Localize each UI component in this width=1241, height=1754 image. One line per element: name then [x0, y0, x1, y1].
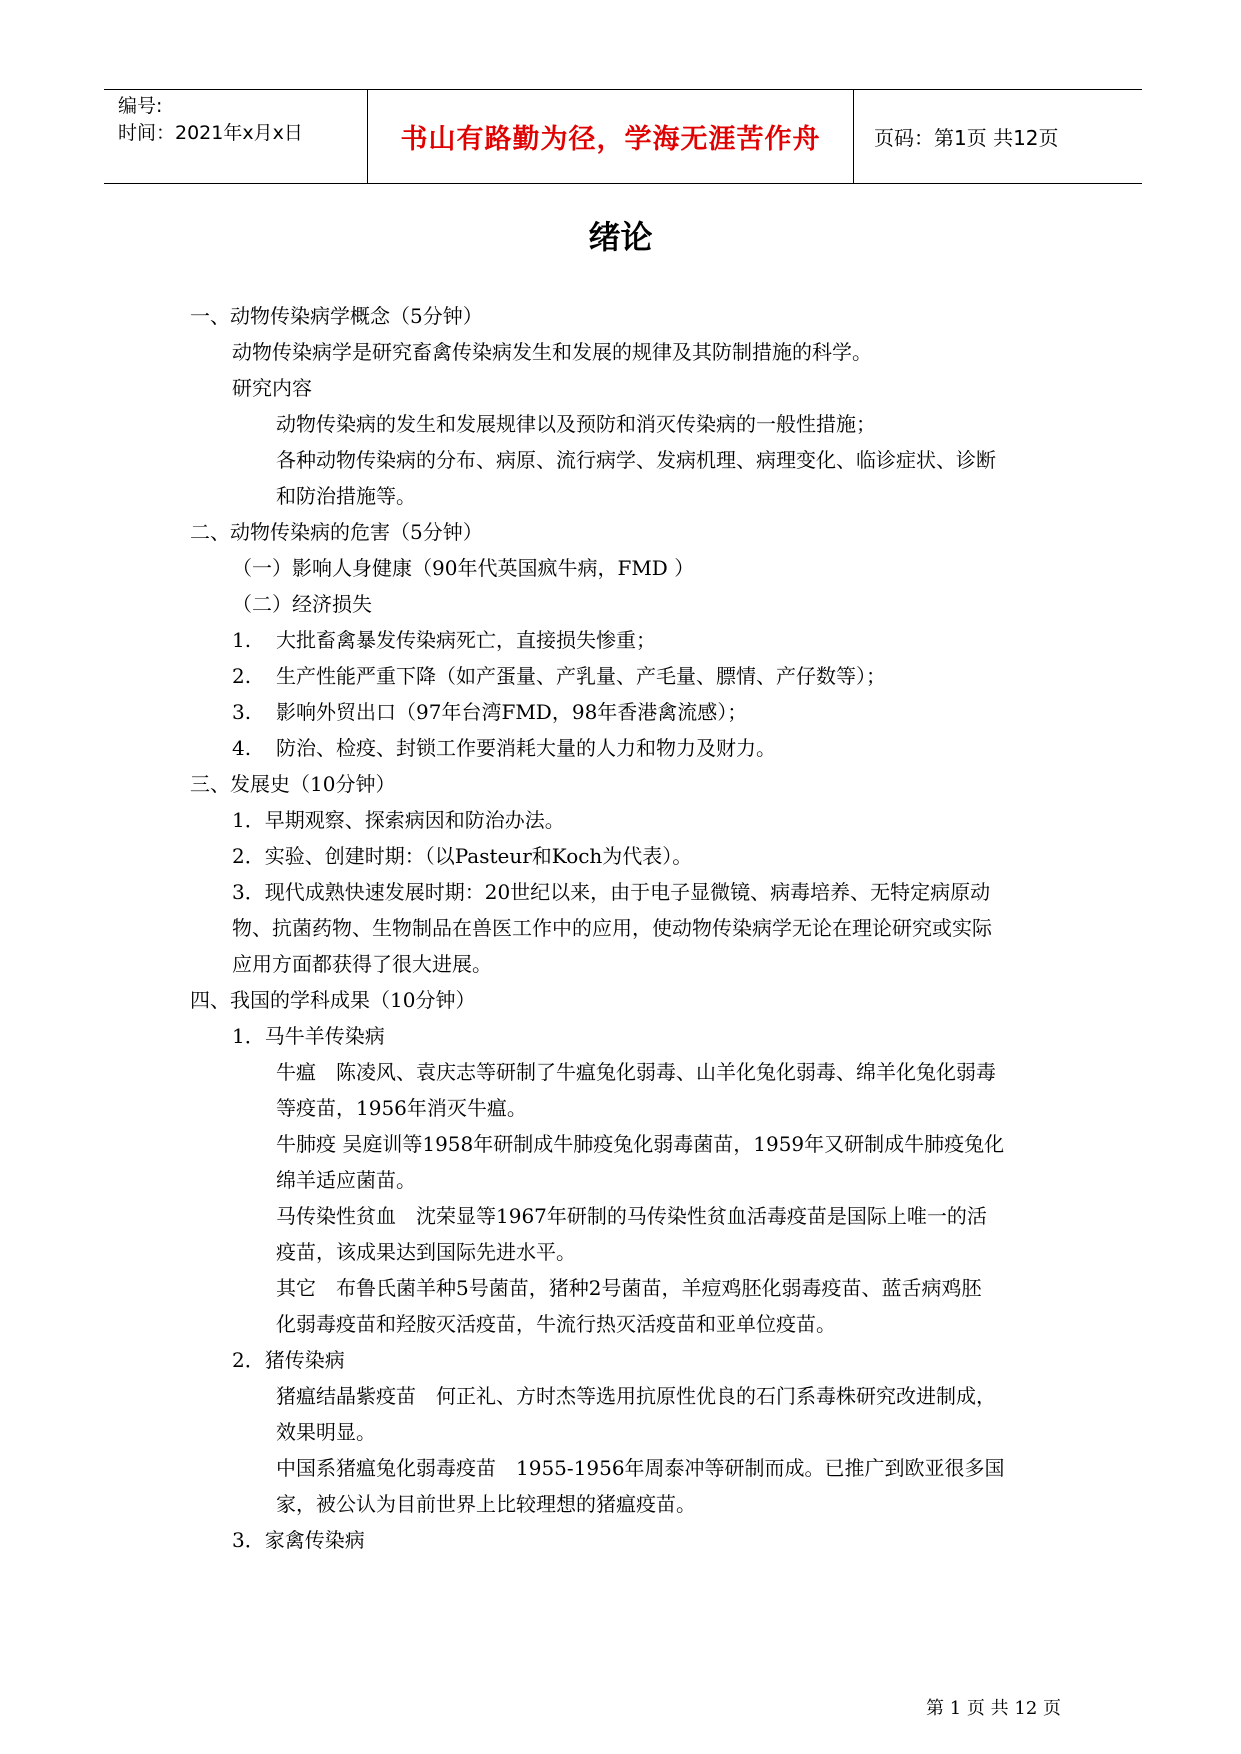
text-line — [190, 1486, 1080, 1522]
text-line — [190, 730, 1080, 766]
line-text: 生产性能严重下降（如产蛋量、产乳量、产毛量、膘情、产仔数等）； — [276, 664, 886, 688]
line-text: 效果明显。 — [276, 1420, 376, 1444]
text-line — [190, 478, 1080, 514]
line-text: 防治、检疫、封锁工作要消耗大量的人力和物力及财力。 — [276, 736, 776, 760]
text-line — [190, 406, 1080, 442]
page-header — [104, 89, 1142, 184]
list-number: 4. — [232, 736, 252, 760]
list-number: 1. — [232, 628, 252, 652]
line-text: 应用方面都获得了很大进展。 — [232, 952, 492, 976]
text-line — [190, 1342, 1080, 1378]
line-text: 牛肺疫 吴庭训等1958年研制成牛肺疫兔化弱毒菌苗，1959年又研制成牛肺疫兔化 — [276, 1132, 1005, 1156]
text-line — [190, 1414, 1080, 1450]
document-title: 绪论 — [588, 218, 653, 256]
header-motto: 书山有路勤为径，学海无涯苦作舟 — [400, 124, 821, 155]
text-line — [190, 442, 1080, 478]
line-text: 大批畜禽暴发传染病死亡，直接损失惨重； — [276, 628, 656, 652]
text-line — [190, 946, 1080, 982]
text-line — [190, 1090, 1080, 1126]
line-text: 各种动物传染病的分布、病原、流行病学、发病机理、病理变化、临诊症状、诊断 — [276, 448, 996, 472]
line-text: 2．猪传染病 — [232, 1348, 345, 1372]
line-text: 绵羊适应菌苗。 — [276, 1168, 416, 1192]
line-text: 三、发展史（10分钟） — [190, 772, 396, 796]
text-line — [190, 334, 1080, 370]
line-text: 猪瘟结晶紫疫苗 何正礼、方时杰等选用抗原性优良的石门系毒株研究改进制成， — [276, 1384, 996, 1408]
line-text: 3．现代成熟快速发展时期：20世纪以来，由于电子显微镜、病毒培养、无特定病原动 — [232, 880, 991, 904]
line-text: （二）经济损失 — [232, 592, 372, 616]
text-line — [190, 1198, 1080, 1234]
text-line — [190, 1018, 1080, 1054]
line-text: 马传染性贫血 沈荣显等1967年研制的马传染性贫血活毒疫苗是国际上唯一的活 — [276, 1204, 987, 1228]
text-line — [190, 694, 1080, 730]
line-text: 化弱毒疫苗和羟胺灭活疫苗，牛流行热灭活疫苗和亚单位疫苗。 — [276, 1312, 836, 1336]
text-line — [190, 298, 1080, 334]
list-number: 3. — [232, 700, 252, 724]
text-line — [190, 550, 1080, 586]
line-text: 1．早期观察、探索病因和防治办法。 — [232, 808, 565, 832]
text-line — [190, 874, 1080, 910]
text-line — [190, 1306, 1080, 1342]
text-line — [190, 1450, 1080, 1486]
line-text: 其它 布鲁氏菌羊种5号菌苗，猪种2号菌苗，羊痘鸡胚化弱毒疫苗、蓝舌病鸡胚 — [276, 1276, 982, 1300]
text-line — [190, 982, 1080, 1018]
text-line — [190, 1054, 1080, 1090]
line-text: 1．马牛羊传染病 — [232, 1024, 385, 1048]
text-line — [190, 766, 1080, 802]
line-text: 3．家禽传染病 — [232, 1528, 365, 1552]
text-line — [190, 1162, 1080, 1198]
list-number: 2. — [232, 664, 252, 688]
text-line — [190, 802, 1080, 838]
text-line — [190, 1234, 1080, 1270]
text-line — [190, 910, 1080, 946]
text-line — [190, 658, 1080, 694]
text-line — [190, 622, 1080, 658]
line-text: 动物传染病的发生和发展规律以及预防和消灭传染病的一般性措施； — [276, 412, 876, 436]
header-meta — [104, 90, 368, 183]
line-text: 和防治措施等。 — [276, 484, 416, 508]
line-text: 疫苗，该成果达到国际先进水平。 — [276, 1240, 576, 1264]
text-line — [190, 514, 1080, 550]
document-time-label: 时间：2021年x月x日 — [118, 122, 303, 144]
line-text: 二、动物传染病的危害（5分钟） — [190, 520, 483, 544]
text-line — [190, 1126, 1080, 1162]
line-text: 物、抗菌药物、生物制品在兽医工作中的应用，使动物传染病学无论在理论研究或实际 — [232, 916, 992, 940]
document-body — [190, 298, 1080, 1558]
document-number-label: 编号: — [118, 95, 163, 117]
line-text: 动物传染病学是研究畜禽传染病发生和发展的规律及其防制措施的科学。 — [232, 340, 872, 364]
line-text: 等疫苗，1956年消灭牛瘟。 — [276, 1096, 527, 1120]
line-text: 2．实验、创建时期：（以Pasteur和Koch为代表）。 — [232, 844, 693, 868]
header-page-info: 页码：第1页 共12页 — [874, 126, 1059, 150]
line-text: 影响外贸出口（97年台湾FMD，98年香港禽流感）； — [276, 700, 748, 724]
text-line — [190, 1522, 1080, 1558]
text-line — [190, 838, 1080, 874]
text-line — [190, 586, 1080, 622]
text-line — [190, 370, 1080, 406]
header-motto-cell — [368, 90, 854, 183]
line-text: 一、动物传染病学概念（5分钟） — [190, 304, 483, 328]
text-line — [190, 1270, 1080, 1306]
line-text: 研究内容 — [232, 376, 312, 400]
text-line — [190, 1378, 1080, 1414]
line-text: 中国系猪瘟兔化弱毒疫苗 1955-1956年周泰冲等研制而成。已推广到欧亚很多国 — [276, 1456, 1005, 1480]
line-text: 四、我国的学科成果（10分钟） — [190, 988, 476, 1012]
line-text: 家，被公认为目前世界上比较理想的猪瘟疫苗。 — [276, 1492, 696, 1516]
line-text: 牛瘟 陈凌风、袁庆志等研制了牛瘟兔化弱毒、山羊化兔化弱毒、绵羊化兔化弱毒 — [276, 1060, 996, 1084]
line-text: （一）影响人身健康（90年代英国疯牛病，FMD ） — [232, 556, 695, 580]
page-footer: 第 1 页 共 12 页 — [926, 1698, 1061, 1719]
